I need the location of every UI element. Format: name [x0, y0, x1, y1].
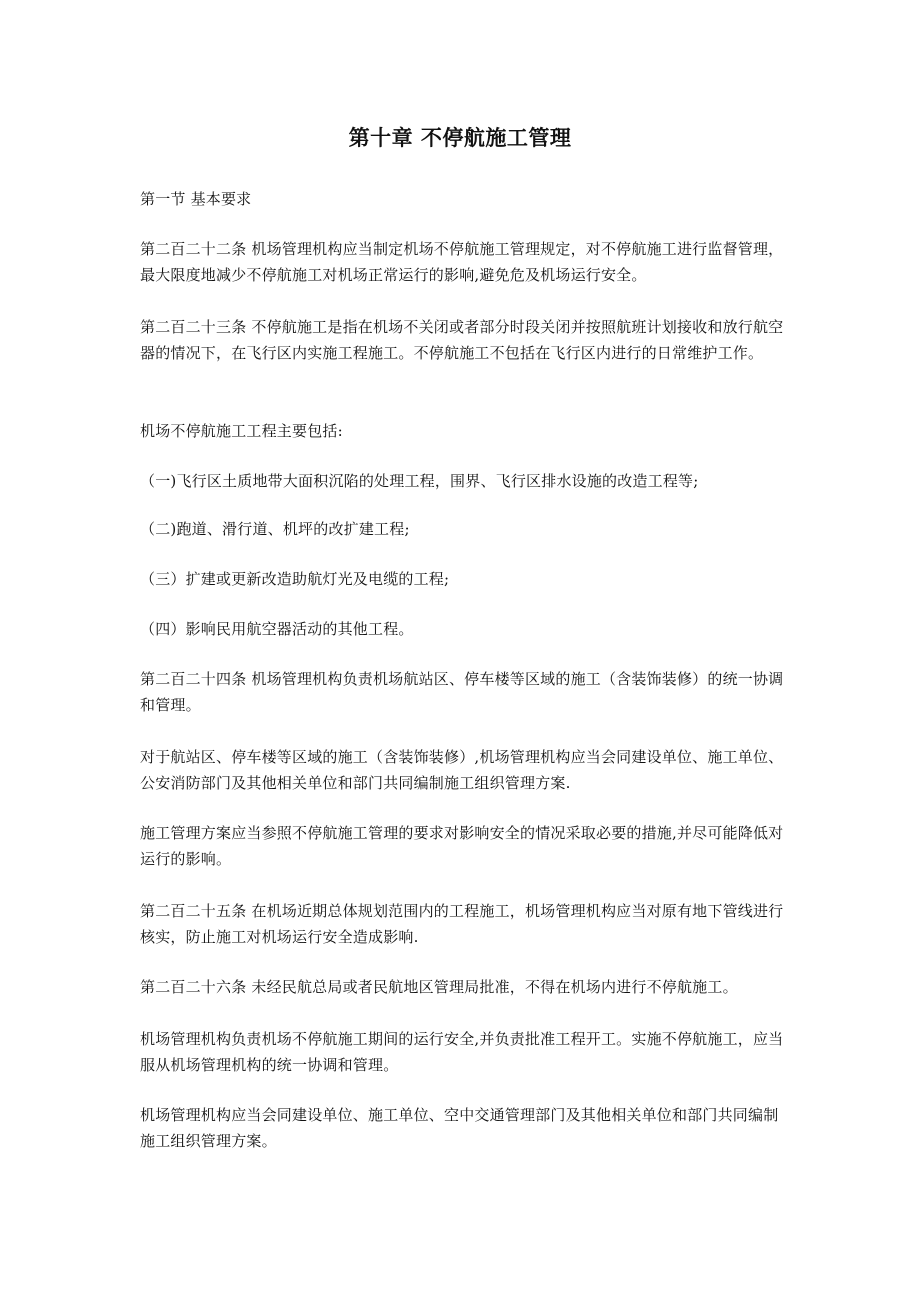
chapter-title: 第十章 不停航施工管理 — [348, 126, 572, 150]
article-226: 第二百二十六条 未经民航总局或者民航地区管理局批准，不得在机场内进行不停航施工。 — [140, 978, 738, 996]
paragraph-operational-safety: 机场管理机构负责机场不停航施工期间的运行安全,并负责批准工程开工。实施不停航施工，应当服从机场管理机构的统一协调和管理。 — [140, 1030, 784, 1074]
paragraph-scope-intro: 机场不停航施工工程主要包括: — [140, 422, 343, 440]
paragraph-management-plan: 施工管理方案应当参照不停航施工管理的要求对影响安全的情况采取必要的措施,并尽可能降低对运行的影响。 — [140, 824, 784, 868]
section-heading: 第一节 基本要求 — [140, 190, 252, 208]
article-224: 第二百二十四条 机场管理机构负责机场航站区、停车楼等区域的施工（含装饰装修）的统一协调和管理。 — [140, 670, 784, 714]
article-222: 第二百二十二条 机场管理机构应当制定机场不停航施工管理规定，对不停航施工进行监督管理，最大限度地减少不停航施工对机场正常运行的影响,避免危及机场运行安全。 — [140, 240, 784, 284]
list-item-1: （一)飞行区土质地带大面积沉陷的处理工程，围界、飞行区排水设施的改造工程等; — [140, 472, 699, 490]
list-item-4: （四）影响民用航空器活动的其他工程。 — [140, 620, 414, 638]
paragraph-joint-plan: 机场管理机构应当会同建设单位、施工单位、空中交通管理部门及其他相关单位和部门共同编制施工组织管理方案。 — [140, 1106, 779, 1150]
article-223: 第二百二十三条 不停航施工是指在机场不关闭或者部分时段关闭并按照航班计划接收和放行航空器的情况下，在飞行区内实施工程施工。不停航施工不包括在飞行区内进行的日常维护工作。 — [140, 318, 784, 362]
list-item-3: （三）扩建或更新改造助航灯光及电缆的工程; — [140, 570, 450, 588]
list-item-2: （二)跑道、滑行道、机坪的改扩建工程; — [140, 520, 410, 538]
article-225: 第二百二十五条 在机场近期总体规划范围内的工程施工，机场管理机构应当对原有地下管线进行核实，防止施工对机场运行安全造成影响. — [140, 902, 784, 946]
paragraph-terminal-construction: 对于航站区、停车楼等区域的施工（含装饰装修）,机场管理机构应当会同建设单位、施工单位、公安消防部门及其他相关单位和部门共同编制施工组织管理方案. — [140, 748, 784, 792]
